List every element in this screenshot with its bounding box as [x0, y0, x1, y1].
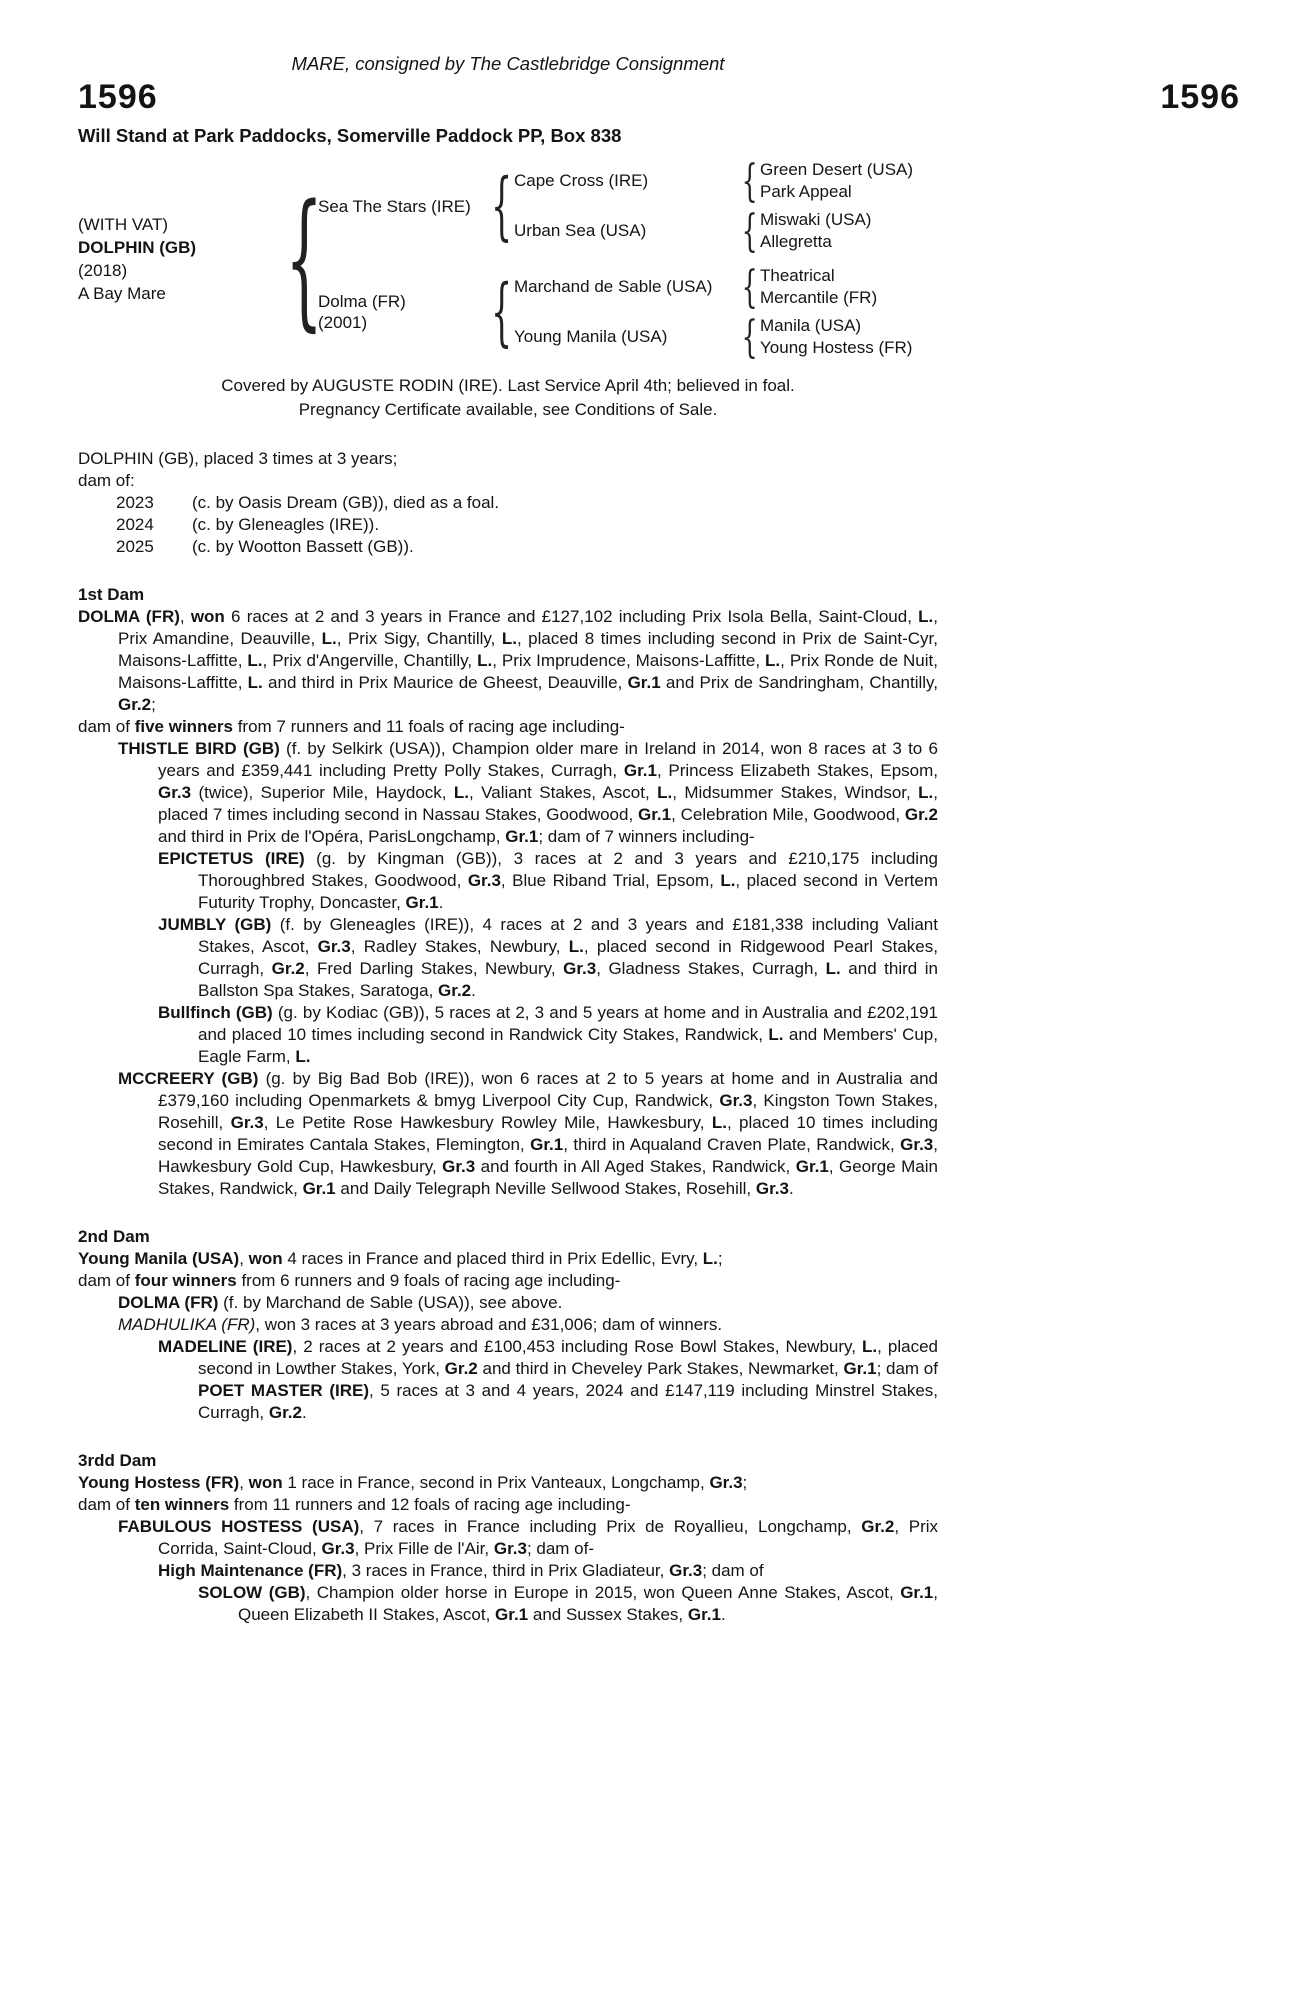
dam-name-block: [318, 291, 490, 333]
produce-year: 2025: [116, 537, 154, 556]
pedigree-table: [78, 158, 938, 360]
granddam-name: Young Manila (USA): [514, 327, 668, 346]
stand-location-line: Will Stand at Park Paddocks, Somerville Paddock PP, Box 838: [78, 125, 622, 146]
madeline-entry: MADELINE (IRE), 2 races at 2 years and £100,453 including Rose Bowl Stakes, Newbury, L., placed second in Lowther Stakes, York, Gr.2 and third in Cheveley Park Stakes, Newmarket, Gr.1; dam of POET MASTER (IRE), 5 races at 3 and 4 years, 2024 and £147,119 including Minstrel Stakes, Curragh, Gr.2.: [158, 1337, 938, 1422]
grandsire-brace: [740, 158, 760, 204]
sire-sire-branch: [514, 158, 938, 204]
lot-number-left: 1596: [78, 78, 158, 116]
horse-description: A Bay Mare: [78, 284, 166, 303]
bullfinch-entry: Bullfinch (GB) (g. by Kodiac (GB)), 5 races at 2, 3 and 5 years at home and in Australia and £202,191 and placed 10 times including second in Randwick City Stakes, Randwick, L. and Members' Cup, Eagle Farm, L.: [158, 1003, 938, 1066]
foal-year: (2018): [78, 261, 128, 280]
grandsire-name: Marchand de Sable (USA): [514, 277, 713, 296]
jumbly-entry: JUMBLY (GB) (f. by Gleneagles (IRE)), 4 races at 2 and 3 years and £181,338 including Valiant Stakes, Ascot, Gr.3, Radley Stakes, Newbury, L., placed second in Ridgewood Pearl Stakes, Curragh, Gr.2, Fred Darling Stakes, Newbury, Gr.3, Gladness Stakes, Curragh, L. and third in Ballston Spa Stakes, Saratoga, Gr.2.: [158, 915, 938, 1000]
dam-brace: [490, 275, 514, 349]
dolma-produce-summary: dam of five winners from 7 runners and 11 foals of racing age including-: [78, 717, 625, 736]
great-granddam-name: Allegretta: [760, 232, 832, 251]
sire-name: Sea The Stars (IRE): [318, 196, 471, 216]
horse-name: DOLPHIN (GB): [78, 238, 197, 257]
thistle-bird-entry: THISTLE BIRD (GB) (f. by Selkirk (USA)), Champion older mare in Ireland in 2014, won 8 races at 3 to 6 years and £359,441 including Pretty Polly Stakes, Curragh, Gr.1, Princess Elizabeth Stakes, Epsom, Gr.3 (twice), Superior Mile, Haydock, L., Valiant Stakes, Ascot, L., Midsummer Stakes, Windsor, L., placed 7 times including second in Nassau Stakes, Goodwood, Gr.1, Celebration Mile, Goodwood, Gr.2 and third in Prix de l'Opéra, ParisLongchamp, Gr.1; dam of 7 winners including-: [118, 739, 939, 846]
produce-intro: DOLPHIN (GB), placed 3 times at 3 years;: [78, 449, 398, 468]
lot-number-row: [78, 78, 1240, 116]
madhulika-entry: MADHULIKA (FR), won 3 races at 3 years abroad and £31,006; dam of winners.: [118, 1315, 723, 1334]
sire-branch: [318, 158, 938, 254]
lot-number-right: 1596: [1160, 78, 1240, 116]
young-hostess-entry: Young Hostess (FR), won 1 race in France, second in Prix Vanteaux, Longchamp, Gr.3;: [78, 1473, 748, 1492]
pedigree-subject: [78, 213, 290, 305]
section-first-dam: [78, 584, 938, 1200]
produce-row: [78, 514, 938, 536]
young-manila-produce-summary: dam of four winners from 6 runners and 9 foals of racing age including-: [78, 1271, 621, 1290]
section-third-dam: [78, 1450, 938, 1626]
great-grandsire-name: Manila (USA): [760, 316, 862, 335]
section-second-dam: [78, 1226, 938, 1424]
high-maintenance-entry: High Maintenance (FR), 3 races in France, third in Prix Gladiateur, Gr.3; dam of: [158, 1561, 764, 1580]
produce-year: 2023: [116, 493, 154, 512]
pregnancy-certificate-line: Pregnancy Certificate available, see Conditions of Sale.: [298, 400, 718, 419]
dolma-entry: DOLMA (FR), won 6 races at 2 and 3 years in France and £127,102 including Prix Isola Bella, Saint-Cloud, L., Prix Amandine, Deauville, L., Prix Sigy, Chantilly, L., placed 8 times including second in Prix de Saint-Cyr, Maisons-Laffitte, L., Prix d'Angerville, Chantilly, L., Prix Imprudence, Maisons-Laffitte, L., Prix Ronde de Nuit, Maisons-Laffitte, L. and third in Prix Maurice de Gheest, Deauville, Gr.1 and Prix de Sandringham, Chantilly, Gr.2;: [78, 607, 939, 714]
great-granddam-name: Park Appeal: [760, 182, 852, 201]
vat-note: (WITH VAT): [78, 215, 169, 234]
epictetus-entry: EPICTETUS (IRE) (g. by Kingman (GB)), 3 races at 2 and 3 years and £210,175 including Thoroughbred Stakes, Goodwood, Gr.3, Blue Riband Trial, Epsom, L., placed second in Vertem Futurity Trophy, Doncaster, Gr.1.: [158, 849, 938, 912]
young-hostess-produce-summary: dam of ten winners from 11 runners and 12 foals of racing age including-: [78, 1495, 631, 1514]
great-grandsire-name: Green Desert (USA): [760, 160, 914, 179]
sire-brace: [490, 169, 514, 243]
great-grandsire-name: Miswaki (USA): [760, 210, 872, 229]
covering-details: [78, 374, 938, 422]
solow-entry: SOLOW (GB), Champion older horse in Europe in 2015, won Queen Anne Stakes, Ascot, Gr.1, Queen Elizabeth II Stakes, Ascot, Gr.1 and Sussex Stakes, Gr.1.: [198, 1583, 939, 1624]
produce-row: [78, 492, 938, 514]
dam-name: Dolma (FR): [318, 292, 406, 311]
second-dam-heading: 2nd Dam: [78, 1227, 150, 1246]
granddam-brace: [740, 208, 760, 254]
dolma-reference-entry: DOLMA (FR) (f. by Marchand de Sable (USA)), see above.: [118, 1293, 563, 1312]
pedigree-brace-main: [290, 185, 318, 333]
granddam-name: Urban Sea (USA): [514, 221, 647, 240]
produce-year: 2024: [116, 515, 154, 534]
covered-line: Covered by AUGUSTE RODIN (IRE). Last Service April 4th; believed in foal.: [221, 376, 795, 395]
produce-detail: (c. by Oasis Dream (GB)), died as a foal.: [192, 493, 500, 512]
great-granddam-name: Mercantile (FR): [760, 288, 878, 307]
grandsire-name: Cape Cross (IRE): [514, 171, 649, 190]
produce-detail: (c. by Wootton Bassett (GB)).: [192, 537, 414, 556]
pedigree-parents: [318, 158, 938, 360]
produce-detail: (c. by Gleneagles (IRE)).: [192, 515, 380, 534]
mccreery-entry: MCCREERY (GB) (g. by Big Bad Bob (IRE)), won 6 races at 2 to 5 years at home and in Australia and £379,160 including Openmarkets & bmyg Liverpool City Cup, Randwick, Gr.3, Kingston Town Stakes, Rosehill, Gr.3, Le Petite Rose Hawkesbury Rowley Mile, Hawkesbury, L., placed 10 times including second in Emirates Cantala Stakes, Flemington, Gr.1, third in Aqualand Craven Plate, Randwick, Gr.3, Hawkesbury Gold Cup, Hawkesbury, Gr.3 and fourth in All Aged Stakes, Randwick, Gr.1, George Main Stakes, Randwick, Gr.1 and Daily Telegraph Neville Sellwood Stakes, Rosehill, Gr.3.: [118, 1069, 939, 1198]
young-manila-entry: Young Manila (USA), won 4 races in France and placed third in Prix Edellic, Evry, L.;: [78, 1249, 723, 1268]
produce-row: [78, 536, 938, 558]
dam-dam-branch: [514, 314, 938, 360]
granddam-brace: [740, 314, 760, 360]
fabulous-hostess-entry: FABULOUS HOSTESS (USA), 7 races in France including Prix de Royallieu, Longchamp, Gr.2, Prix Corrida, Saint-Cloud, Gr.3, Prix Fille de l'Air, Gr.3; dam of-: [118, 1517, 939, 1558]
grandsire-brace: [740, 264, 760, 310]
dam-branch: [318, 264, 938, 360]
consignor-line: MARE, consigned by The Castlebridge Consignment: [291, 53, 725, 74]
first-dam-heading: 1st Dam: [78, 585, 145, 604]
produce-dam-of: dam of:: [78, 471, 135, 490]
great-granddam-name: Young Hostess (FR): [760, 338, 913, 357]
great-grandsire-name: Theatrical: [760, 266, 835, 285]
sire-dam-branch: [514, 208, 938, 254]
third-dam-heading: 3rdd Dam: [78, 1451, 157, 1470]
dam-sire-branch: [514, 264, 938, 310]
dam-year: (2001): [318, 313, 368, 332]
produce-record: [78, 448, 938, 558]
